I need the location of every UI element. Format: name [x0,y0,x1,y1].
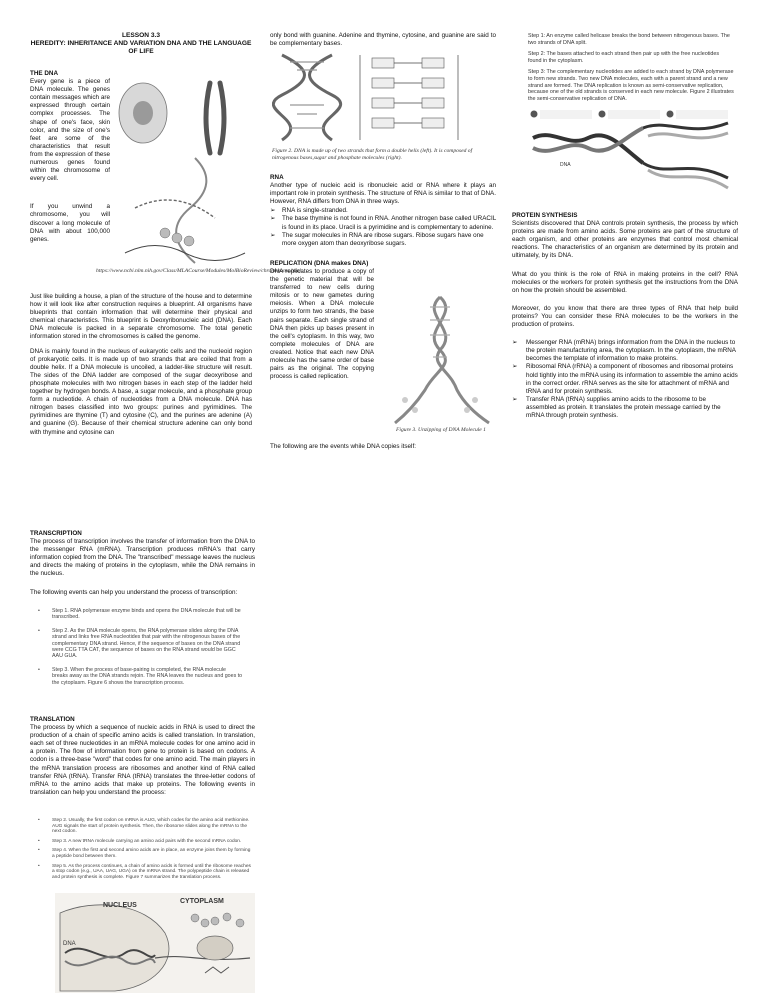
transcription-step-2: • Step 2. As the DNA molecule opens, the RNA polymerase slides along the DNA strand and links free RNA nucleotides that pair with the nitrogenous bases of the complementary DNA strand. Hence, if the sequence of bases on the DNA strand were CCG TTA CAT, the sequence of bases on the RNA strand would be GGC AAU GUA. [38,627,241,660]
chromosome-figure [115,68,255,268]
figure-label-dna: DNA [560,162,571,168]
bullet-icon: • [38,848,40,854]
lesson-title: HEREDITY: INHERITANCE AND VARIATION DNA AND THE LANGUAGE OF LIFE [30,40,252,55]
rna-heading: RNA [270,174,284,181]
translation-paragraph: The process by which a sequence of nucleic acids in RNA is used to direct the production of a chain of specific amino acids is called translation. In translation, each set of three nucleotides in an mRNA molecule codes for one amino acid in a protein. The flow of information from gene to protein is based on codons. A codon is a three-base "word" that codes for one amino acid. The main players in the mRNA translation process are ribosomes and another kind of RNA called transfer RNA (tRNA). Transfer RNA (tRNA) translates the three-letter codons of mRNA to the amino acids that make up proteins. The following events in translation can help you understand the process: [30,724,255,796]
dna-unzipping-figure [385,295,497,425]
translation-figure [55,893,255,993]
translation-step-5: • Step 5. As the process continues, a chain of amino acids is formed until the ribosome reaches a stop codon (e.g., UAA, UAG, UGA) on the mRNA strand. The polypeptide chain is released and protein synthesis is complete. Figure 7 summarizes the translation process. [38,863,251,880]
arrow-bullet-icon: ➢ [270,231,276,239]
translation-step-4: • Step 4. When the first and second amino acids are in place, an enzyme joins them by forming a peptide bond between them. [38,848,251,859]
replication-step-2: Step 2: The bases attached to each strand then pair up with the free nucleotides found in the cytoplasm. [528,51,720,64]
cytoplasm-label: CYTOPLASM [180,898,224,905]
rna-bullet-2: ➢ The base thymine is not found in RNA. Another nitrogen base called URACIL is found in its place. Uracil is a pyrimidine and is complementary to adenine. [270,215,496,231]
protein-synthesis-paragraph-3: Moreover, do you know that there are three types of RNA that help build proteins? You can consider these RNA molecules to be the workers in the production of proteins. [512,304,738,329]
rna-bullet-3: ➢ The sugar molecules in RNA are ribose sugars. Ribose sugars have one more oxygen atom than deoxyribose sugars. [270,231,484,247]
figure-3-caption: Figure 3. Unzipping of DNA Molecule 1 [396,427,486,433]
rna-paragraph: Another type of nucleic acid is ribonucleic acid or RNA where it plays an important role in protein synthesis. The structure of RNA is similar to that of DNA. However, RNA differs from DNA in three ways. [270,182,496,206]
transcription-step-1: • Step 1. RNA polymerase enzyme binds and opens the DNA molecule that will be transcribed. [38,608,241,621]
arrow-bullet-icon: ➢ [270,215,276,223]
translation-step-2: • Step 2. Usually, the first codon on mRNA is AUG, which codes for the amino acid methionine. AUG signals the start of protein synthesis. Then, the ribosome slides along the mRNA to the next codon. [38,818,250,835]
rna-type-trna: ➢ Transfer RNA (tRNA) supplies amino acids to the ribosome to be assembled as protein. It translates the protein message carried by the mRNA through protein synthesis. [512,395,721,419]
bullet-icon: • [38,666,40,673]
bullet-icon: • [38,608,40,614]
dna-heading: THE DNA [30,70,58,77]
replication-step-3: Step 3: The complementary nucleotides are added to each strand by DNA polymerase to form new strands. Two new DNA molecules, each with a parent strand and a new strand are formed. The DNA replication is known as semi-conservative replication, because one of the old strands is conserved in each new molecule. Figure 2 illustrates the semi-conservative replication of DNA. [528,69,734,102]
replication-step-1: Step 1: An enzyme called helicase breaks the bond between nitrogenous bases. The two strands of DNA split. [528,33,730,46]
complementary-paragraph: only bond with guanine. Adenine and thymine, cytosine, and guanine are said to be complementary bases. [270,32,496,48]
protein-synthesis-section [512,212,738,420]
left-column-lower [30,293,252,443]
bullet-icon: • [38,627,40,634]
chromosome-figure-source: https://www.ncbi.nlm.nih.gov/Class/MLACourse/Modules/MolBioReview/chromosome.html [96,268,301,274]
rna-type-mrna: ➢ Messenger RNA (mRNA) brings information from the DNA in the nucleus to the protein manufacturing area, the cytoplasm. In the cytoplasm, the mRNA becomes the template of information to make proteins. [512,339,736,363]
protein-synthesis-heading: PROTEIN SYNTHESIS [512,212,578,219]
transcription-heading: TRANSCRIPTION [30,530,82,537]
bullet-icon: • [38,863,40,869]
nucleus-label: NUCLEUS [103,902,137,909]
rna-type-rrna: ➢ Ribosomal RNA (rRNA) a component of ribosomes and ribosomal proteins hold tightly into the mRNA using its information to assemble the amino acids in the correct order. rRNA serves as the site for attachment of mRNA and tRNA and for protein synthesis. [512,363,738,395]
replication-steps [528,33,734,102]
arrow-bullet-icon: ➢ [512,339,518,347]
replication-heading: REPLICATION (DNA makes DNA) [270,259,369,267]
translation-section [30,716,255,803]
dna-label: DNA [63,941,76,947]
translation-heading: TRANSLATION [30,716,75,723]
arrow-bullet-icon: ➢ [270,207,276,215]
dna-double-helix-figure [272,50,496,145]
bullet-icon: • [38,838,40,844]
house-paragraph: Just like building a house, a plan of the structure of the house and to determine how it will look like after construction requires a blueprint. All organisms have blueprints that contain information that will determine their physical and chemical characteristics. This blueprint is Deoxyribonucleic acid (DNA). Each DNA molecule is packed in a separate chromosome. The total genetic information stored in the chromosomes is called the genome. [30,293,252,341]
lesson-number: LESSON 3.3 [121,32,161,39]
nucleus-paragraph: DNA is mainly found in the nucleus of eukaryotic cells and the nucleoid region of prokaryotic cells. It is made up of two strands that are coiled that from a double helix. If a DNA molecule is uncoiled, a ladder-like structure will result. The sides of the DNA ladder are composed of the sugar deoxyribose and phosphate molecules with two nitrogen bases in each step of the ladder held together by hydrogen bonds. A base, a sugar molecule, and a phosphate group form a nucleotide. A chain of nucleotides from a DNA molecule. DNA has nitrogen bases classified into two groups: purines and pyrimidines. The pyrimidines are thymine (T) and cytosine (C), and the purines are adenine (A) and guanine (G). Because of their chemical structure adenine can only bond with thymine and cytosine can [30,347,252,436]
transcription-steps [38,608,243,693]
protein-synthesis-paragraph-1: Scientists discovered that DNA controls protein synthesis, the process by which proteins are made from amino acids. Some proteins are part of the structure of each organism, and other proteins are enzymes that control most chemical reactions. The characteristics of an organism are determined by its protein and ultimately, by its DNA. [512,220,738,260]
protein-synthesis-paragraph-2: What do you think is the role of RNA in making proteins in the cell? RNA molecules or the workers for protein synthesis get the instructions from the DNA on how the protein should be assembled. [512,270,738,294]
transcription-step-3: • Step 3. When the process of base-pairing is completed, the RNA molecule breaks away as the DNA strands rejoin. The RNA leaves the nucleus and goes to the cytoplasm. Figure 6 shows the transcription process. [38,666,243,686]
transcription-events-intro: The following events can help you understand the process of transcription: [30,588,238,596]
arrow-bullet-icon: ➢ [512,395,518,403]
figure-2-caption: Figure 2. DNA is made up of two strands that form a double helix (left). It is composed of nitrogenous bases,sugar and phosphate molecules (right). [272,148,473,161]
transcription-paragraph: The process of transcription involves the transfer of information from the DNA to the messenger RNA (mRNA). Transcription produces mRNA's that carry information copied from the DNA. The "transcribed" message leaves the nucleus and directs the making of proteins in the cytoplasm, while the DNA remains in the nucleus. [30,538,255,578]
translation-step-3: • Step 3. A new tRNA molecule carrying an amino acid pairs with the second mRNA codon. [38,838,242,844]
replication-paragraph: DNA replicates to produce a copy of the genetic material that will be transferred to new cells during mitosis or to new gametes during meiosis. When a DNA molecule unzips to form two strands, the base pairs separate. Each single strand of DNA then picks up bases present in the cell's cytoplasm. In this way, two complete molecules of DNA are created. Notice that each new DNA molecule has the same order of base pairs as the original. The copying process is called replication. [270,267,374,381]
semi-conservative-replication-figure [528,108,736,203]
dna-paragraph-2: If you unwind a chromosome, you will discover a long molecule of DNA with about 100,000 genes. [30,203,110,243]
rna-bullet-1: ➢ RNA is single-stranded. [270,207,348,215]
arrow-bullet-icon: ➢ [512,363,518,371]
bullet-icon: • [38,818,40,823]
transcription-section [30,530,255,603]
dna-paragraph-1: Every gene is a piece of DNA molecule. The genes contain messages which are expressed through certain complex processes. The shape of one's face, skin color, and the size of one's feet are some of the characteristics that result from the expression of these numerous genes found within the chromosome of every cell. [30,78,110,183]
events-line: The following are the events while DNA copies itself: [270,443,416,450]
translation-steps [38,818,253,880]
